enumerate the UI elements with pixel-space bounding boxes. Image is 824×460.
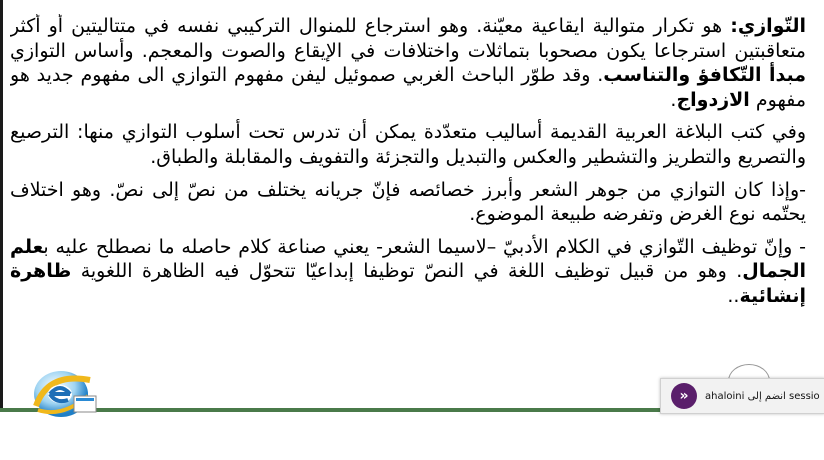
notification-text: ahaloini انضم إلى sessio — [705, 390, 820, 402]
paragraph — [10, 14, 806, 112]
bold-term: مبدأ التّكافؤ والتناسب — [603, 64, 806, 87]
text-run: وفي كتب البلاغة العربية القديمة أساليب متعدّدة يمكن أن تدرس تحت أسلوب التوازي منها: الترصيع والتصريع والتطريز والتشطير والعكس والتبديل والتجزئة والتفويف والمقابلة والطباق. — [10, 121, 806, 168]
text-run: .. — [727, 284, 740, 307]
bold-term: علم الجمال — [10, 235, 806, 283]
page-left-border — [0, 0, 3, 410]
bold-term: الازدواج — [676, 88, 750, 111]
text-run: . — [670, 88, 677, 111]
text-run: - وإنّ توظيف التّوازي في الكلام الأدبيّ –لاسيما الشعر- يعني صناعة كلام حاصله ما نصطلح عليه ب — [43, 235, 806, 258]
bottom-area — [0, 412, 824, 460]
paragraph — [10, 235, 806, 309]
session-arrow-icon: » — [671, 383, 697, 409]
text-run: . وهو من قبيل توظيف اللغة في النصّ توظيفا إبداعيّا تتحوّل فيه الظاهرة اللغوية — [71, 260, 743, 283]
document-text — [10, 14, 806, 408]
paragraph — [10, 120, 806, 169]
browser-logo-icon[interactable] — [28, 366, 98, 418]
text-run: هو تكرار متوالية ايقاعية معيّنة. وهو استرجاع للمنوال التركيبي نفسه في متتاليتين أو أكثر متعاقبتين استرجاعا يكون مصحوبا بتماثلات واختلافات في الإيقاع والصوت والمعجم. وأساس التوازي — [10, 15, 806, 62]
paragraph — [10, 178, 806, 227]
bold-term: التّوازي: — [730, 15, 806, 37]
text-run: -وإذا كان التوازي من جوهر الشعر وأبرز خصائصه فإنّ جريانه يختلف من نصّ إلى نصّ. وهو اختلاف يحتّمه نوع الغرض وتفرضه طبيعة الموضوع. — [10, 178, 806, 226]
text-run: . وقد طوّر الباحث الغربي صموئيل ليفن مفهوم التوازي الى مفهوم جديد هو مفهوم — [10, 64, 806, 111]
bold-term: ظاهرة إنشائية — [10, 260, 806, 307]
join-notification[interactable] — [660, 378, 824, 414]
